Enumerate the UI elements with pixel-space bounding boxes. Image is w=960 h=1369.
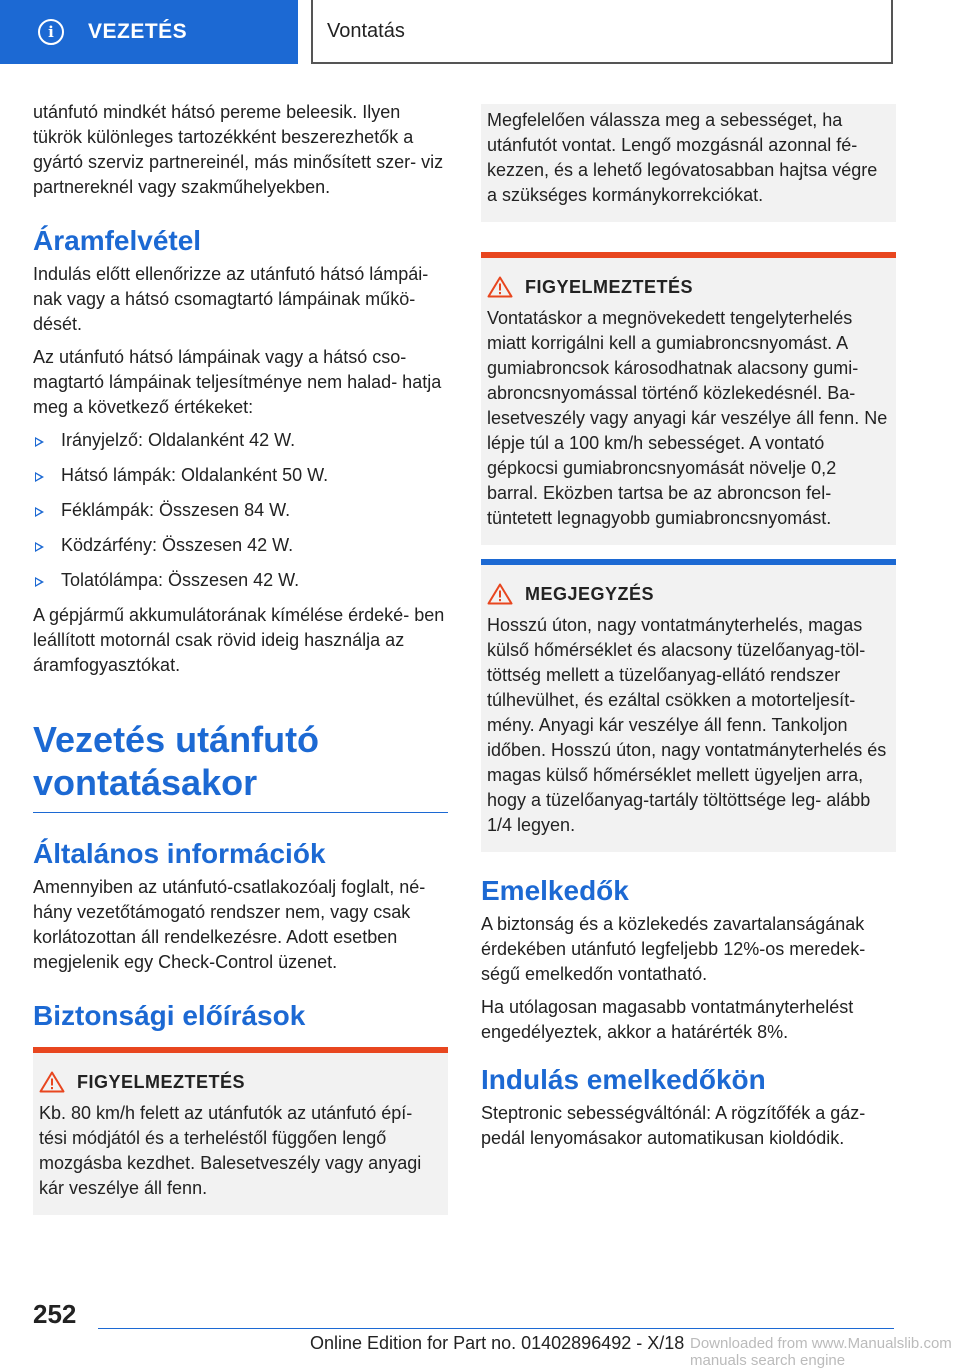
page-header [0,0,960,66]
footer-divider [98,1328,894,1329]
warning-title-row [39,1071,442,1093]
list-item: Féklámpák: Összesen 84 W. [33,498,448,523]
list-item: Hátsó lámpák: Oldalanként 50 W. [33,463,448,488]
hills-paragraph-1: A biztonság és a közlekedés zavartalanságának érdekében utánfutó legfeljebb 12%-os meredek- ségű emelkedőn vontatható. [481,914,866,984]
warning-box [33,1047,448,1215]
general-paragraph: Amennyiben az utánfutó-csatlakozóalj foglalt, né- hány vezetőtámogató rendszer nem, vagy csak korlátozottan áll rendelkezésre. Adott esetben megjelenik egy Check-Control üzenet. [33,877,426,972]
warning-label: FIGYELMEZTETÉS [77,1071,246,1092]
warning-triangle-icon [487,276,513,298]
list-item: Irányjelző: Oldalanként 42 W. [33,428,448,453]
note-label: MEGJEGYZÉS [525,583,655,604]
warning-box [481,252,896,545]
section-tab [0,0,298,64]
heading-hill-start: Indulás emelkedőkön [481,1064,766,1095]
info-icon: i [38,19,64,45]
page-number: 252 [33,1299,77,1329]
warning-label: FIGYELMEZTETÉS [525,276,694,297]
note-text: Hosszú úton, nagy vontatmányterhelés, magas külső hőmérséklet és alacsony tüzelőanyag-töl- töttség mellett a tüzelőanyag-ellátó rendszer túlhevülhet, és ezáltal csökken a motorteljesít- mény. Anyagi kár veszélye áll fenn. Tankoljon időben. Hosszú úton, nagy vontatmányterhelés és magas külső hőmérséklet mellett ügyeljen arra, hogy a tüzelőanyag-tartály töltöttsége leg- alább 1/4 legyen. [487,615,887,835]
note-box [481,559,896,852]
chapter-title: Vontatás [327,19,405,42]
triangle-bullet-icon [35,542,44,552]
heading-safety: Biztonsági előírások [33,1000,306,1031]
section-title: VEZETÉS [88,20,188,43]
power-list [33,428,448,593]
heading-hills: Emelkedők [481,875,629,906]
hills-paragraph-2: Ha utólagosan magasabb vontatmányterhelést engedélyeztek, akkor a határérték 8%. [481,997,854,1042]
warning-triangle-icon [487,583,513,605]
warning-text: Vontatáskor a megnövekedett tengelyterhelés miatt korrigálni kell a gumiabroncsnyomást. A gumiabroncsok károsodhatnak alacsony gumi- abroncsnyomással történő közlekedésnél. Ba- lesetveszély vagy anyagi kár veszélye áll fenn. Ne lépje túl a 100 km/h sebességet. A vontató gépkocsi gumiabroncsnyomását növelje 0,2 barral. Eközben tartsa be az abroncson fel- tüntetett legnagyobb gumiabroncsnyomást. [487,308,888,528]
triangle-bullet-icon [35,437,44,447]
warning-triangle-icon [39,1071,65,1093]
chapter-header [311,0,893,64]
right-column [481,100,896,1159]
warning-title-row [487,276,890,298]
page-footer [0,1333,960,1369]
warning-continued-text: Megfelelően válassza meg a sebességet, ha utánfutót vontat. Lengő mozgásnál azonnal fé- kezzen, és a lehető legóvatosabban hajtsa végre a szükséges kormánykorrekciókat. [487,110,878,205]
triangle-bullet-icon [35,577,44,587]
power-paragraph-2: Az utánfutó hátsó lámpáinak vagy a hátsó cso- magtartó lámpáinak teljesítménye nem halad- hatja meg a következő értékeket: [33,347,442,417]
power-paragraph-3: A gépjármű akkumulátorának kímélése érdeké- ben leállított motornál csak rövid ideig használja az áramfogyasztókat. [33,605,445,675]
warning-continued-box [481,104,896,222]
left-column [33,100,448,1223]
list-item: Ködzárfény: Összesen 42 W. [33,533,448,558]
triangle-bullet-icon [35,507,44,517]
edition-text: Online Edition for Part no. 01402896492 - X/18 [310,1333,685,1353]
warning-text: Kb. 80 km/h felett az utánfutók az utánfutó épí- tési módjától és a terheléstől függően lengő mozgásba kezdhet. Balesetveszély vagy anyagi kár veszélye áll fenn. [39,1103,422,1198]
heading-power: Áramfelvétel [33,225,202,256]
heading-main: Vezetés utánfutó vontatásakor [33,718,448,813]
note-title-row [487,583,890,605]
list-item: Tolatólámpa: Összesen 42 W. [33,568,448,593]
triangle-bullet-icon [35,472,44,482]
watermark: Downloaded from www.Manualslib.com manuals search engine [690,1335,952,1369]
hill-start-paragraph: Steptronic sebességváltónál: A rögzítőfék a gáz- pedál lenyomásakor automatikusan kioldódik. [481,1103,866,1148]
heading-general: Általános információk [33,838,326,869]
intro-paragraph: utánfutó mindkét hátsó pereme beleesik. Ilyen tükrök különleges tartozékként beszerezhetők a gyártó szerviz partnereinél, más minősített szer- viz partnereknél vagy szakműhelyekben. [33,102,444,197]
power-paragraph-1: Indulás előtt ellenőrizze az utánfutó hátsó lámpái- nak vagy a hátsó csomagtartó lámpáinak műkö- dését. [33,264,429,334]
